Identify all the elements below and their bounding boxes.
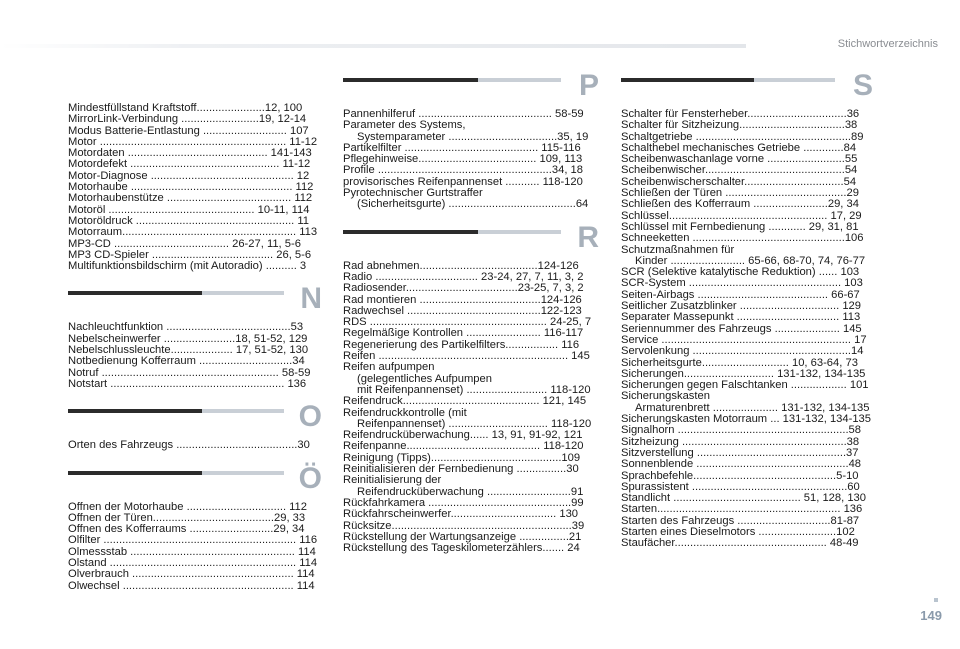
index-entry: Ölmessstab ..................................................... 114	[68, 546, 316, 558]
page-title: Stichwortverzeichnis	[837, 38, 938, 50]
index-entry: Schließen der Türen .......................................29	[621, 188, 859, 200]
index-entry: Motor-Diagnose .............................................. 12	[68, 170, 310, 182]
index-entry: Spurassistent ..................................................60	[621, 481, 860, 493]
section-letter: Ö	[298, 461, 322, 495]
index-entry: Rückfahrscheinwerfer.................................. 130	[343, 509, 579, 521]
index-entry: Notruf ......................................................... 58-59	[68, 367, 311, 379]
section-letter: P	[578, 69, 599, 102]
index-entry: Öffnen des Kofferraums ...........................29, 34	[68, 524, 305, 536]
index-subentry: Kinder ........................ 65-66, 68-70, 74, 76-77	[635, 255, 866, 267]
index-entry: Nebelschlussleuchte.................... 17, 51-52, 130	[68, 345, 309, 357]
index-entry: SCR-System ................................................. 103	[621, 278, 863, 290]
index-entry: Rückfahrkamera ..............................................99	[343, 497, 584, 509]
section-header	[343, 221, 599, 261]
index-entry: Servolenkung ...................................................14	[621, 346, 864, 358]
index-entry: Parameter des Systems,	[343, 120, 466, 132]
index-entry: Starten eines Dieselmotors .........................102	[621, 526, 855, 538]
index-entry: Schneeketten .................................................106	[621, 233, 864, 245]
section-header-rule	[68, 409, 284, 413]
index-section	[68, 282, 322, 390]
index-entry-list	[621, 109, 873, 550]
index-entry: Regenerierung des Partikelfilters................. 116	[343, 339, 580, 351]
index-entry: Scheibenwaschanlage vorne .........................55	[621, 154, 858, 166]
index-section	[621, 69, 873, 550]
index-entry: Reifendrucküberwachung...... 13, 91, 91-92, 121	[343, 430, 583, 442]
index-entry-list	[343, 261, 599, 555]
index-entry: Motordaten ............................................. 141-143	[68, 148, 312, 160]
index-entry: Rücksitze..........................................................39	[343, 520, 585, 532]
section-header-rule	[343, 78, 561, 82]
index-entry: Scheibenwischerschalter................................54	[621, 176, 857, 188]
index-entry: Sicherheitsgurte............................ 10, 63-64, 73	[621, 357, 858, 369]
index-entry: Separater Massepunkt ................................. 113	[621, 312, 861, 324]
index-entry: Ölwechsel ....................................................... 114	[68, 580, 315, 592]
index-entry: MirrorLink-Verbindung .........................19, 12-14	[68, 114, 307, 126]
index-subentry: (Sicherheitsgurte) .........................................64	[357, 199, 589, 211]
index-section	[343, 69, 599, 211]
page-number: 149	[920, 608, 942, 623]
index-entry: Reifendruck............................................ 121, 145	[343, 396, 587, 408]
index-entry: Reifen aufpumpen	[343, 362, 435, 374]
index-entry: Ölverbrauch .................................................... 114	[68, 569, 315, 581]
index-entry: Regelmäßige Kontrollen ........................ 116-117	[343, 328, 584, 340]
index-entry: Rad montieren .......................................124-126	[343, 294, 582, 306]
index-entry: Nachleuchtfunktion ........................................53	[68, 322, 304, 334]
index-subentry: mit Reifenpannenset) .......................... 118-120	[357, 384, 591, 396]
index-entry: Pannenhilferuf ........................................... 58-59	[343, 109, 584, 120]
index-entry: MP3-CD ..................................... 26-27, 11, 5-6	[68, 238, 301, 250]
section-header-rule	[621, 78, 835, 82]
index-entry: Motoröl ............................................... 10-11, 114	[68, 204, 310, 216]
index-entry: Pflegehinweise...................................... 109, 113	[343, 154, 583, 166]
index-entry: Schalthebel mechanisches Getriebe .............84	[621, 142, 857, 154]
index-entry: Öffnen der Motorhaube ................................ 112	[68, 501, 307, 513]
index-entry: Radiosender....................................23-25, 7, 3, 2	[343, 283, 584, 295]
index-entry: Sitzheizung .....................................................38	[621, 436, 860, 448]
index-entry: Partikelfilter ........................................... 115-116	[343, 142, 581, 154]
index-entry: Motordefekt ................................................ 11-12	[68, 159, 311, 171]
index-entry: Schalter für Fensterheber................................36	[621, 109, 860, 120]
index-entry: MP3 CD-Spieler ....................................... 26, 5-6	[68, 249, 312, 261]
section-header	[343, 69, 599, 109]
index-entry: Sicherungen............................. 131-132, 134-135	[621, 368, 866, 380]
index-column-3	[621, 69, 873, 550]
section-letter: O	[298, 400, 322, 434]
index-entry: Signalhorn .......................................................58	[621, 425, 861, 437]
section-letter: R	[577, 220, 599, 254]
index-entry: Schlüssel................................................... 17, 29	[621, 210, 862, 222]
index-entry: Starten........................................................... 136	[621, 504, 863, 516]
index-entry: Service ............................................................. 17	[621, 334, 867, 346]
index-entry: Reifen ............................................................. 145	[343, 351, 590, 363]
index-entry: Schalter für Sitzheizung..................................38	[621, 120, 858, 132]
index-entry: Sonnenblende .................................................48	[621, 459, 862, 471]
index-entry: Seriennummer des Fahrzeugs ..................... 145	[621, 323, 862, 335]
index-entry-list	[68, 502, 322, 592]
index-subentry: (gelegentliches Aufpumpen	[357, 373, 492, 385]
index-entry-list	[68, 322, 322, 390]
index-subentry: Armaturenbrett ..................... 131-132, 134-135	[635, 402, 870, 414]
index-entry: Sicherungen gegen Falschtanken .................. 101	[621, 380, 869, 392]
index-entry: Sicherungskasten	[621, 391, 710, 403]
index-entry: Seitlicher Zusatzblinker ................................ 129	[621, 301, 861, 313]
index-entry: Motorhaube .................................................... 112	[68, 182, 314, 194]
page-marker	[934, 598, 938, 602]
index-entry-list	[68, 103, 322, 272]
section-letter: S	[852, 69, 873, 102]
index-entry: Sicherungskasten Motorraum ... 131-132, 134-135	[621, 414, 871, 426]
header-rule	[0, 44, 746, 48]
index-entry: Reinigung (Tipps)..........................................109	[343, 452, 581, 464]
index-section	[343, 221, 599, 555]
index-entry: Schutzmaßnahmen für	[621, 244, 735, 256]
index-entry: Notbedienung Kofferraum ..............................34	[68, 356, 305, 368]
index-entry: Motorhaubenstütze ........................................ 112	[68, 193, 313, 205]
index-column-1	[68, 103, 322, 592]
index-entry: Profile ........................................................34, 18	[343, 165, 583, 177]
index-entry: Sprachbefehle..............................................5-10	[621, 470, 859, 482]
index-entry: Schlüssel mit Fernbedienung ............ 29, 31, 81	[621, 221, 859, 233]
index-entry: Radwechsel ...........................................122-123	[343, 305, 582, 317]
index-entry: Reifenpanne........................................... 118-120	[343, 441, 584, 453]
index-section	[68, 103, 322, 272]
index-entry: Pyrotechnischer Gurtstraffer	[343, 188, 483, 200]
index-entry: Seiten-Airbags .......................................... 66-67	[621, 289, 860, 301]
index-entry: Schaltgetriebe ..................................................89	[621, 131, 864, 143]
section-header	[68, 462, 322, 502]
index-subentry: Systemparameter ...................................35, 19	[357, 131, 589, 143]
index-entry: Radio ................................. 23-24, 27, 7, 11, 3, 2	[343, 271, 584, 283]
index-entry: Ölstand ............................................................ 114	[68, 558, 318, 570]
index-entry: Reinitialisieren der Fernbedienung ................30	[343, 464, 579, 476]
index-entry-list	[68, 440, 322, 451]
index-entry: Öffnen der Türen.......................................29, 33	[68, 512, 306, 524]
index-entry: Rückstellung des Tageskilometerzählers....... 24	[343, 543, 580, 555]
index-entry: Staufächer................................................. 48-49	[621, 538, 859, 550]
index-entry: Multifunktionsbildschirm (mit Autoradio) .......... 3	[68, 261, 307, 273]
section-header	[68, 400, 322, 440]
index-entry: Notstart ........................................................ 136	[68, 378, 307, 390]
index-entry: Nebelscheinwerfer .......................18, 51-52, 129	[68, 333, 308, 345]
index-entry: Orten des Fahrzeugs .......................................30	[68, 440, 310, 452]
index-entry: Schließen des Kofferraum ........................29, 34	[621, 199, 859, 211]
index-column-2	[343, 69, 599, 555]
index-entry: Motorraum........................................................ 113	[68, 227, 318, 239]
index-entry: Reifendruckkontrolle (mit	[343, 407, 467, 419]
index-entry: Standlicht ......................................... 51, 128, 130	[621, 493, 866, 505]
index-entry: Modus Batterie-Entlastung ........................... 107	[68, 125, 309, 137]
index-entry: Reinitialisierung der	[343, 475, 442, 487]
index-entry: SCR (Selektive katalytische Reduktion) ...... 103	[621, 267, 860, 279]
section-letter: N	[300, 282, 322, 316]
index-section	[68, 462, 322, 592]
index-entry: Rad abnehmen......................................124-126	[343, 260, 579, 272]
index-subentry: Reifenpannenset) ................................ 118-120	[357, 418, 592, 430]
index-entry: Rückstellung der Wartungsanzeige ................21	[343, 531, 582, 543]
index-entry: provisorisches Reifenpannenset ........... 118-120	[343, 176, 583, 188]
index-subentry: Reifendrucküberwachung ...........................91	[357, 486, 584, 498]
section-header-rule	[68, 471, 284, 475]
index-entry: Motoröldruck ................................................... 11	[68, 215, 310, 227]
index-entry: Starten des Fahrzeugs ..............................81-87	[621, 515, 860, 527]
index-entry-list	[343, 109, 599, 211]
index-entry: Ölfilter .............................................................. 116	[68, 535, 318, 547]
index-entry: RDS ......................................................... 24-25, 7	[343, 317, 592, 329]
index-entry: Mindestfüllstand Kraftstoff......................12, 100	[68, 103, 303, 114]
index-entry: Sitzverstellung ................................................37	[621, 447, 859, 459]
index-entry: Scheibenwischer.............................................54	[621, 165, 858, 177]
index-entry: Motor ............................................................ 11-12	[68, 136, 318, 148]
index-section	[68, 400, 322, 451]
section-header	[68, 282, 322, 322]
section-header-rule	[343, 230, 561, 234]
section-header	[621, 69, 873, 109]
section-header-rule	[68, 291, 284, 295]
